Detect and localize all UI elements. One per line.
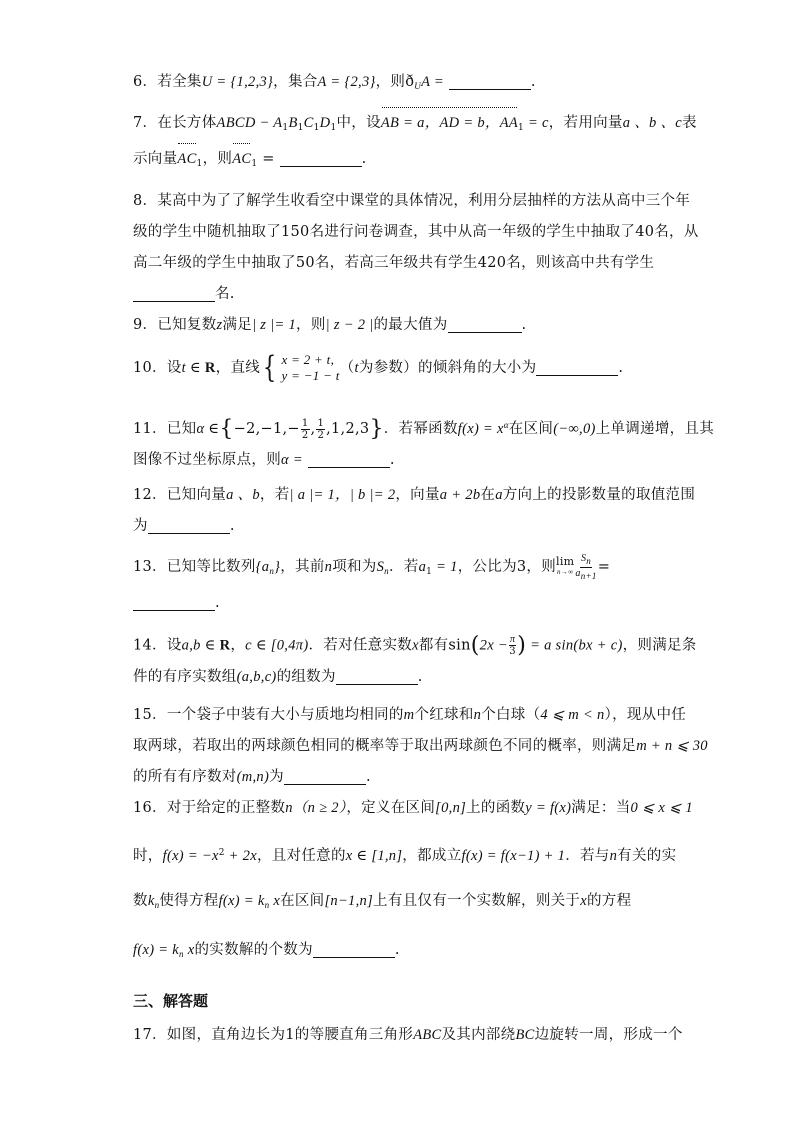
question-15: 15．一个袋子中装有大小与质地均相同的m个红球和n个白球（4 ⩽ m < n），现从中任 取两球，若取出的两球颜色相同的概率等于取出两球颜色不同的概率，则满足m + n ⩽ 30 的所有有序数对(m,n)为 . (133, 707, 708, 785)
answer-blank[interactable] (536, 357, 618, 376)
answer-blank[interactable] (449, 71, 531, 90)
question-16: 16．对于给定的正整数n（n ≥ 2），定义在区间[0,n]上的函数y = f(x)满足：当0 ⩽ x ⩽ 1 时，$f(x) = -x^2 + 2x$，且对任意的x ∈ [1,n]，都成立f(x) = f(x−1) + 1．若与n有关的实 数$k_n$使得方程$f(x) = k_n$ x在区间[n−1,n]上有且仅有一个实数解，则关于x的方程 $f(x) = k_n$ x的实数解的个数为 . (133, 800, 693, 959)
answer-blank[interactable] (336, 666, 418, 685)
answer-blank[interactable] (448, 314, 522, 333)
answer-blank[interactable] (313, 939, 395, 958)
question-10: 10．设t ∈ R，直线{ x = 2 + t, y = −1 − t （t为参数）的倾斜角的大小为 . (133, 350, 624, 385)
question-13: 13．已知等比数列$\{a_n\}$，其前n项和为$S_n$．若$a_1 = 1$，公比为3，则 lim n→∞ $\frac{Sn}{an+1}$ = . (133, 552, 611, 611)
question-14: 14．设a,b ∈ R，c ∈ [0,4π)．若对任意实数x都有sin(2x − $\frac{\pi}{3}$ ) = a sin(bx + c)，则满足条 件的有序实数组(a,b,c)的组数为 . (133, 633, 697, 685)
section-title: 三、解答题 (133, 992, 209, 1010)
question-6: 6．若全集U = {1,2,3}，集合A = {2,3}，则$ð_UA$ = . (133, 67, 661, 102)
question-8: 8．某高中为了了解学生收看空中课堂的具体情况，利用分层抽样的方法从高中三个年 级的学生中随机抽取了150名进行问卷调查，其中从高一年级的学生中抽取了40名，从 高二年级的学生中抽取了50名，若高三年级共有学生420名，则该高中共有学生 名. (133, 193, 699, 302)
question-12: 12．已知向量a 、b，若| a |= 1，| b |= 2，向量a + 2b在a方向上的投影数量的取值范围 为 . (133, 487, 696, 534)
parametric-system: x = 2 + t, y = −1 − t (281, 352, 340, 383)
answer-blank[interactable] (148, 515, 230, 534)
question-11: 11．已知α ∈{−2,−1,− $\frac{1}{2}$ , $\frac{1}{2}$ ,1,2,3}．若幂函数$f(x) = x^\alpha$在区间(−∞,0)上单调递增，且其 图像不过坐标原点，则α = . (133, 416, 715, 468)
question-7: 7．在长方体ABCD − $A_1B_1C_1D_1$中，设AB = a，AD = b，$AA_1 = c$，若用向量a 、b 、c表 示向量$AC_1$，则$AC_1$ = . (133, 108, 661, 180)
answer-blank[interactable] (133, 283, 215, 302)
answer-blank[interactable] (280, 148, 362, 167)
answer-blank[interactable] (308, 449, 390, 468)
question-9: 9．已知复数z满足| z |= 1，则| z − 2 |的最大值为 . (133, 310, 661, 341)
question-17: 17．如图，直角边长为1的等腰直角三角形ABC及其内部绕BC边旋转一周，形成一个 (133, 1027, 683, 1043)
answer-blank[interactable] (133, 592, 215, 611)
answer-blank[interactable] (284, 766, 366, 785)
